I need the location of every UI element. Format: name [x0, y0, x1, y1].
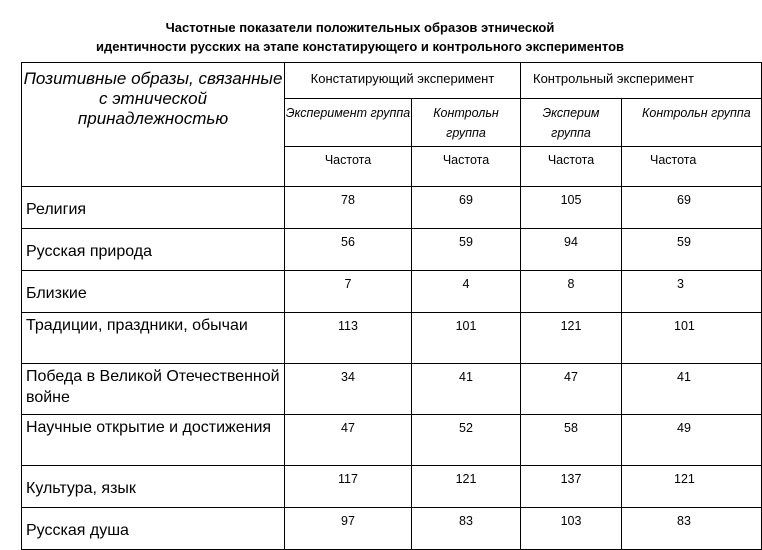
measure-header: Частота: [412, 147, 521, 187]
header-ascertaining-experiment: Констатирующий эксперимент: [285, 63, 521, 99]
row-label: Русская природа: [22, 229, 285, 271]
table-row: [22, 313, 762, 364]
cell-value: 59: [622, 229, 762, 271]
table-row: [22, 364, 762, 415]
cell-value: 113: [285, 313, 412, 364]
cell-value: 47: [521, 364, 622, 415]
row-label: Близкие: [22, 271, 285, 313]
header-control-experiment: Контрольный эксперимент: [521, 63, 762, 99]
cell-value: 97: [285, 508, 412, 550]
row-label: Русская душа: [22, 508, 285, 550]
cell-value: 117: [285, 466, 412, 508]
cell-value: 34: [285, 364, 412, 415]
cell-value: 59: [412, 229, 521, 271]
cell-value: 41: [412, 364, 521, 415]
cell-value: 41: [622, 364, 762, 415]
row-label: Религия: [22, 187, 285, 229]
cell-value: 7: [285, 271, 412, 313]
row-label: Научные открытие и достижения: [22, 415, 285, 466]
cell-value: 69: [622, 187, 762, 229]
header-row-experiments: [22, 63, 762, 99]
cell-value: 83: [412, 508, 521, 550]
corner-header: Позитивные образы, связанные с этнической принадлежностью: [22, 63, 285, 187]
measure-header: Частота: [622, 147, 762, 187]
table-row: [22, 187, 762, 229]
group-header: Контрольн группа: [412, 99, 521, 147]
cell-value: 3: [622, 271, 762, 313]
cell-value: 103: [521, 508, 622, 550]
measure-header: Частота: [285, 147, 412, 187]
table-row: [22, 229, 762, 271]
cell-value: 137: [521, 466, 622, 508]
cell-value: 94: [521, 229, 622, 271]
cell-value: 105: [521, 187, 622, 229]
cell-value: 101: [622, 313, 762, 364]
cell-value: 69: [412, 187, 521, 229]
cell-value: 4: [412, 271, 521, 313]
group-header: Эксперим группа: [521, 99, 622, 147]
group-header: Контрольн группа: [622, 99, 762, 147]
cell-value: 121: [412, 466, 521, 508]
title-line-1: Частотные показатели положительных образов этнической: [165, 20, 555, 35]
cell-value: 52: [412, 415, 521, 466]
cell-value: 101: [412, 313, 521, 364]
table-row: [22, 415, 762, 466]
frequency-table: [21, 62, 762, 550]
cell-value: 78: [285, 187, 412, 229]
cell-value: 58: [521, 415, 622, 466]
cell-value: 49: [622, 415, 762, 466]
cell-value: 121: [622, 466, 762, 508]
row-label: Культура, язык: [22, 466, 285, 508]
table-row: [22, 466, 762, 508]
cell-value: 8: [521, 271, 622, 313]
measure-header: Частота: [521, 147, 622, 187]
row-label: Победа в Великой Отечественной войне: [22, 364, 285, 415]
cell-value: 121: [521, 313, 622, 364]
cell-value: 83: [622, 508, 762, 550]
title-line-2: идентичности русских на этапе констатирующего и контрольного экспериментов: [95, 39, 624, 54]
group-header: Эксперимент группа: [285, 99, 412, 147]
cell-value: 47: [285, 415, 412, 466]
page-title: [0, 18, 720, 56]
table-row: [22, 508, 762, 550]
row-label: Традиции, праздники, обычаи: [22, 313, 285, 364]
cell-value: 56: [285, 229, 412, 271]
table-row: [22, 271, 762, 313]
